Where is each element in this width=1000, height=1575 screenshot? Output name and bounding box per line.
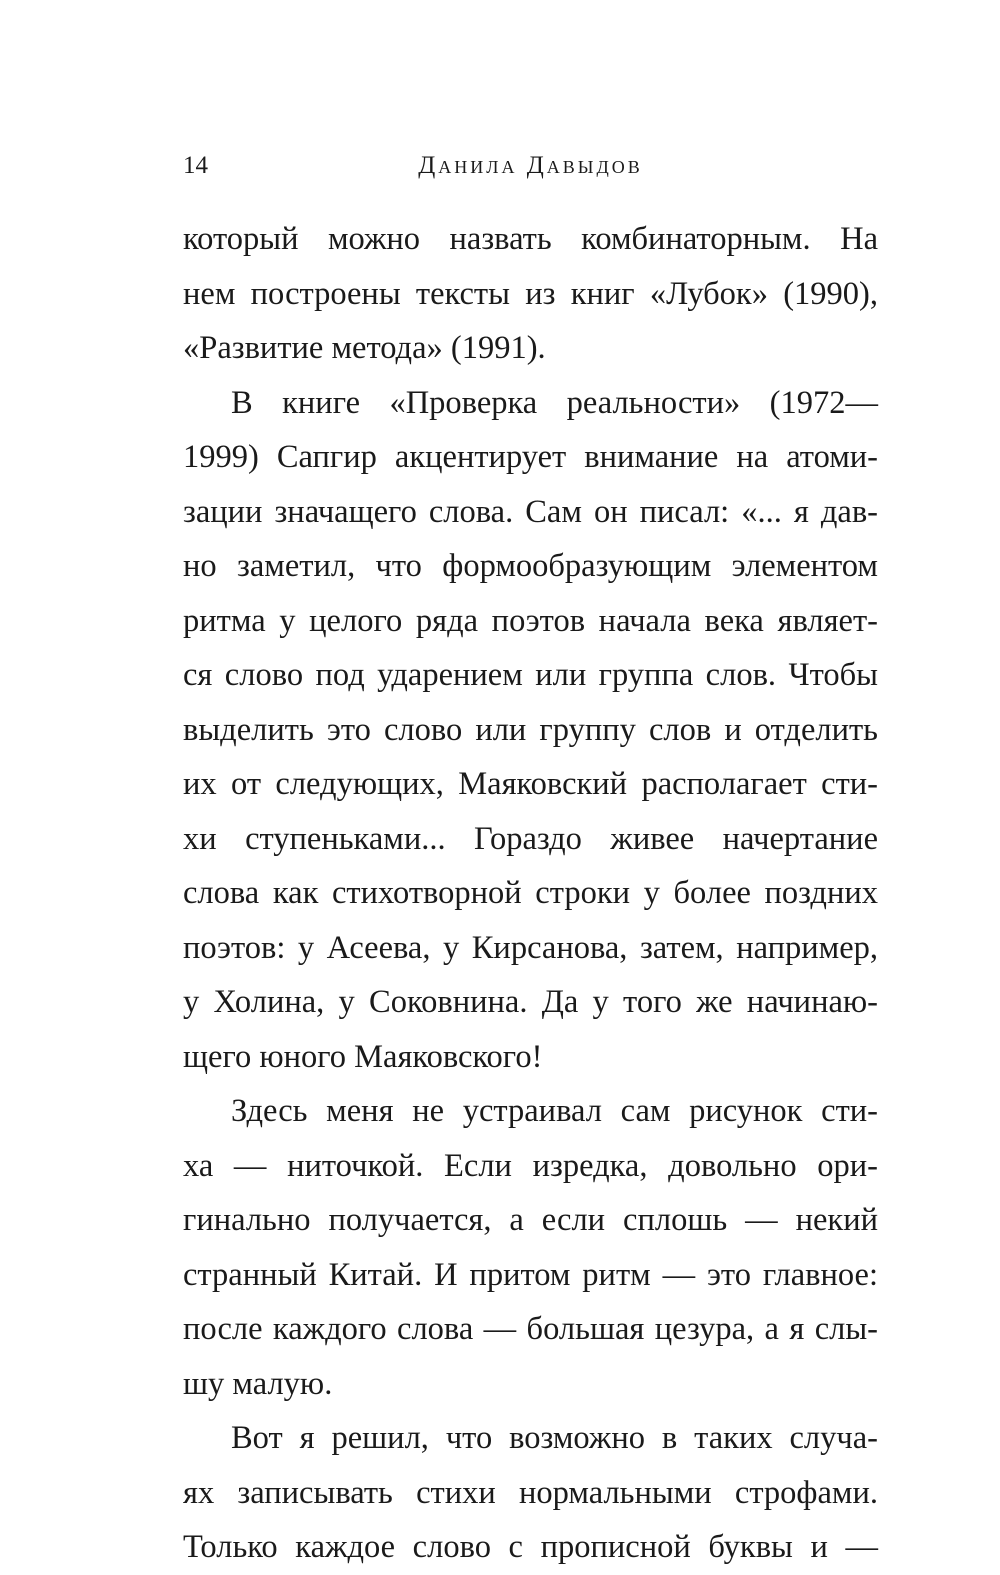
text-line: ся слово под ударением или группа слов. Чтобы: [183, 657, 878, 693]
text-line: слова как стихотворной строки у более поздних: [183, 875, 878, 911]
page-number: 14: [183, 152, 208, 179]
text-line: ритма у целого ряда поэтов начала века являет-: [183, 602, 878, 639]
text-line: Вот я решил, что возможно в таких случа-: [231, 1420, 878, 1456]
text-line: зации значащего слова. Сам он писал: «... я дав-: [183, 493, 878, 530]
text-line: 1999) Сапгир акцентирует внимание на атоми-: [183, 439, 878, 475]
text-line: их от следующих, Маяковский располагает сти-: [183, 766, 878, 802]
text-line: выделить это слово или группу слов и отделить: [183, 711, 878, 748]
text-line: ха — ниточкой. Если изредка, довольно ори-: [183, 1147, 878, 1184]
running-title-author: Данила Давыдов: [418, 152, 643, 179]
text-line: поэтов: у Асеева, у Кирсанова, затем, например,: [183, 929, 878, 966]
text-line: щего юного Маяковского!: [183, 1038, 543, 1075]
text-line: странный Китай. И притом ритм — это главное:: [183, 1256, 878, 1293]
text-line: В книге «Проверка реальности» (1972—: [231, 384, 878, 421]
text-line: ях записывать стихи нормальными строфами.: [183, 1474, 878, 1511]
body-text: [183, 212, 878, 1575]
text-line: гинально получается, а если сплошь — некий: [183, 1202, 878, 1238]
text-line: после каждого слова — большая цезура, а я слы-: [183, 1311, 878, 1347]
text-line: нем построены тексты из книг «Лубок» (1990),: [183, 275, 878, 312]
text-line: Только каждое слово с прописной буквы и —: [183, 1529, 878, 1565]
text-line: «Развитие метода» (1991).: [183, 330, 546, 366]
text-line: хи ступеньками... Гораздо живее начертание: [183, 820, 878, 857]
running-head: [183, 148, 878, 184]
text-line: шу малую.: [183, 1365, 333, 1402]
text-line: но заметил, что формообразующим элементом: [183, 548, 878, 584]
text-line: Здесь меня не устраивал сам рисунок сти-: [231, 1093, 878, 1129]
text-line: который можно назвать комбинаторным. На: [183, 221, 878, 257]
text-line: у Холина, у Соковнина. Да у того же начинаю-: [183, 984, 878, 1020]
